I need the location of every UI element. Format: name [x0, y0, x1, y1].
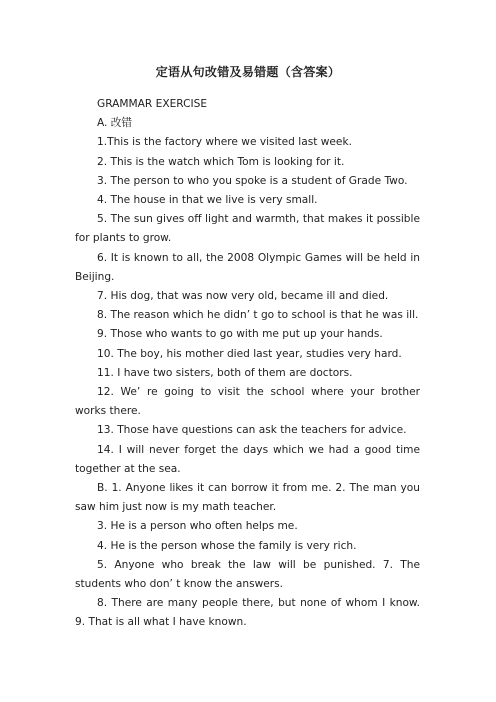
exercise-item: 4. The house in that we live is very small.: [97, 194, 318, 207]
exercise-item: 6. It is known to all, the 2008 Olympic Games will be held in Beijing.: [75, 251, 420, 283]
exercise-item: 2. This is the watch which Tom is looking for it.: [97, 155, 345, 168]
exercise-item: 14. I will never forget the days which we had a good time together at the sea.: [75, 443, 420, 475]
exercise-item: 1.This is the factory where we visited last week.: [97, 136, 352, 149]
exercise-item: 5. Anyone who break the law will be punished. 7. The students who don’ t know the answers.: [75, 558, 420, 591]
exercise-item: 7. His dog, that was now very old, became ill and died.: [97, 290, 389, 303]
exercise-item: 5. The sun gives off light and warmth, that makes it possible for plants to grow.: [75, 213, 420, 245]
exercise-item: 9. Those who wants to go with me put up your hands.: [97, 328, 383, 341]
section-label: A. 改错: [97, 117, 132, 130]
document-body: [75, 95, 420, 633]
exercise-item: 4. He is the person whose the family is very rich.: [97, 539, 357, 552]
exercise-item: B. 1. Anyone likes it can borrow it from me. 2. The man you saw him just now is my math teacher.: [75, 482, 420, 514]
exercise-item: 11. I have two sisters, both of them are doctors.: [97, 366, 353, 379]
section-heading: GRAMMAR EXERCISE: [97, 98, 208, 110]
exercise-item: 10. The boy, his mother died last year, studies very hard.: [97, 347, 402, 360]
exercise-item: 13. Those have questions can ask the teachers for advice.: [97, 424, 407, 437]
exercise-item: 3. He is a person who often helps me.: [97, 520, 298, 533]
exercise-item: 3. The person to who you spoke is a student of Grade Two.: [97, 174, 408, 187]
exercise-item: 8. There are many people there, but none of whom I know. 9. That is all what I have known.: [75, 597, 420, 629]
exercise-item: 12. We’ re going to visit the school where your brother works there.: [75, 386, 420, 418]
document-title: 定语从句改错及易错题（含答案）: [155, 65, 341, 79]
exercise-item: 8. The reason which he didn’ t go to school is that he was ill.: [97, 309, 419, 322]
